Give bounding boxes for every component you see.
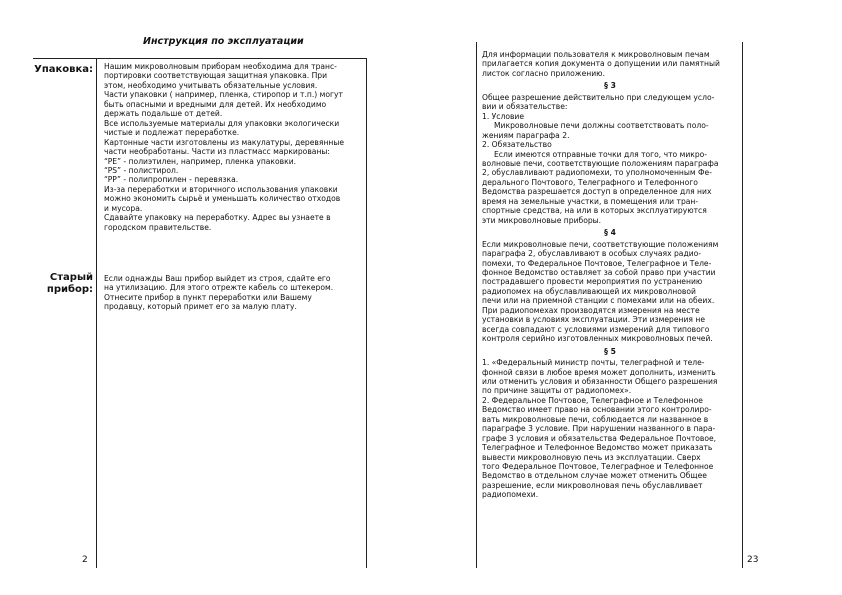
text-line: быть опасными и вредными для детей. Их необходимо [104,99,327,109]
column-divider-right [742,42,743,568]
column-divider-left [476,42,477,568]
old-device-text [104,274,362,312]
text-line: эти микроволновые приборы. [482,215,602,225]
text-line: вии и обязательстве: [482,102,568,112]
text-line: Картонные части изготовлены из макулатуры, деревянные [104,137,345,147]
packaging-heading: Упаковка: [34,64,93,75]
text-line: по причине защиты от радиопомех». [482,386,632,396]
text-line: Нашим микроволновым приборам необходима для транс- [104,62,337,71]
text-line: пострадавшего провести мероприятия по устранению [482,277,703,287]
text-line: разрешение, если микроволновая печь обуславливает [482,480,703,490]
text-line: того Федеральное Почтовое, Телеграфное и Телефонное [482,462,714,472]
text-line: дерального Почтового, Телеграфного и Телефонного [482,177,698,187]
text-line: Микроволновые печи должны соответствовать поло- [494,121,709,131]
text-line: Из-за переработки и вторичного использования упаковки [104,184,338,194]
section-5-title: § 5 [604,346,616,356]
text-line: Ведомство в отдельном случае может отменить Общее [482,471,707,481]
section-3-title: § 3 [604,81,616,91]
text-line: Если имеются отправные точки для того, что микро- [494,149,708,159]
text-line: контроля серийно изготовленных микроволновых печей. [482,334,713,344]
old-device-heading-line-2: прибор: [46,284,93,295]
right-page [421,0,842,595]
text-line: Телеграфное и Телефонное Ведомство может приказать [482,443,713,453]
title-divider [33,58,366,59]
old-device-heading [47,272,93,296]
page-title: Инструкция по эксплуатации [143,36,304,47]
text-line: Общее разрешение действительно при следующем усло- [482,92,715,102]
text-line: жениям параграфа 2. [482,130,570,140]
text-line: листок согласно приложению. [482,68,605,78]
right-text [482,50,738,500]
text-line: городском правительстве. [104,222,212,232]
old-device-heading-line-1: Старый [49,272,93,283]
packaging-text [104,62,362,232]
page-number: 2 [82,555,88,565]
text-line: вать микроволновые печи, соблюдается ли названное в [482,414,709,424]
text-line: Части упаковки ( например, пленка, стиропор и т.п.) могут [104,90,343,100]
section-4-title: § 4 [604,228,616,238]
text-line: параграфе 3 условие. При нарушении названного в пара- [482,424,716,434]
text-line: “PS” - полистирол. [104,165,179,175]
text-line: продавцу, который примет его за малую плату. [104,302,297,312]
text-line: и мусора. [104,203,143,213]
text-line: графе 3 условия и обязательства Федеральное Почтовое, [482,433,717,443]
text-line: 2. Обязательство [482,140,552,150]
text-line: 2, обуславливают радиопомехи, то уполномоченным Фе- [482,168,712,178]
text-line: Все используемые материалы для упаковки экологически [104,118,340,128]
text-line: радиопомехи. [482,490,539,500]
text-line: спортные средства, на или в которых эксплуатируются [482,206,707,216]
text-line: параграфа 2, обуславливают в особых случаях радио- [482,249,702,259]
text-line: Отнесите прибор в пункт переработки или Вашему [104,292,312,302]
text-line: Если однажды Ваш прибор выйдет из строя, сдайте его [104,274,331,283]
text-line: Если микроволновые печи, соответствующие положениям [482,239,719,249]
text-line: портировки соответствующая защитная упаковка. При [104,71,328,81]
text-line: “PP” - полипропилен - перевязка. [104,175,239,185]
text-line: Сдавайте упаковку на переработку. Адрес вы узнаете в [104,213,331,223]
text-line: всегда совпадают с условиями измерений для типового [482,324,710,334]
text-line: или отменить условия и обязанности Общего разрешения [482,376,718,386]
text-line: Ведомства разрешается доступ в определенное для них [482,187,712,197]
text-line: чистые и подлежат переработке. [104,128,240,138]
text-line: части необработаны. Части из пластмасс маркированы: [104,147,330,157]
text-line: радиопомех на обуславливающей их микроволновой [482,286,696,296]
text-line: “PE” - полиэтилен, например, пленка упаковки. [104,156,297,166]
text-line: установки в условиях эксплуатации. Эти измерения не [482,315,706,325]
text-line: на утилизацию. Для этого отрежте кабель со штекером. [104,283,334,293]
column-divider-right [366,58,367,568]
text-line: 2. Федеральное Почтовое, Телеграфное и Телефонное [482,395,703,405]
text-line: печи или на приемной станции с помехами или на обеих. [482,296,715,306]
text-line: помехи, то Федеральное Почтовое, Телеграфное и Теле- [482,258,712,268]
text-line: фонное Ведомство оставляет за собой право при участии [482,267,716,277]
text-line: 1. Условие [482,111,525,121]
text-line: волновые печи, соответствующие положениям параграфа [482,158,719,168]
text-line: Ведомство имеет право на основании этого контролиро- [482,405,712,415]
column-divider-left [96,58,97,568]
text-line: можно экономить сырьё и уменьшать количество отходов [104,194,341,204]
text-line: время на земельные участки, в помещения или тран- [482,196,699,206]
text-line: прилагается копия документа о допущении или памятный [482,59,720,69]
text-line: 1. «Федеральный министр почты, телеграфной и теле- [482,358,705,368]
text-line: держать подальше от детей. [104,109,223,119]
page-number: 23 [747,555,759,565]
text-line: фонной связи в любое время может дополнить, изменить [482,367,716,377]
text-line: Для информации пользователя к микроволновым печам [482,50,710,59]
text-line: вывести микроволновую печь из эксплуатации. Сверх [482,452,701,462]
text-line: При радиопомехах производятся измерения на месте [482,305,700,315]
text-line: этом, необходимо учитывать обязательные условия. [104,80,318,90]
